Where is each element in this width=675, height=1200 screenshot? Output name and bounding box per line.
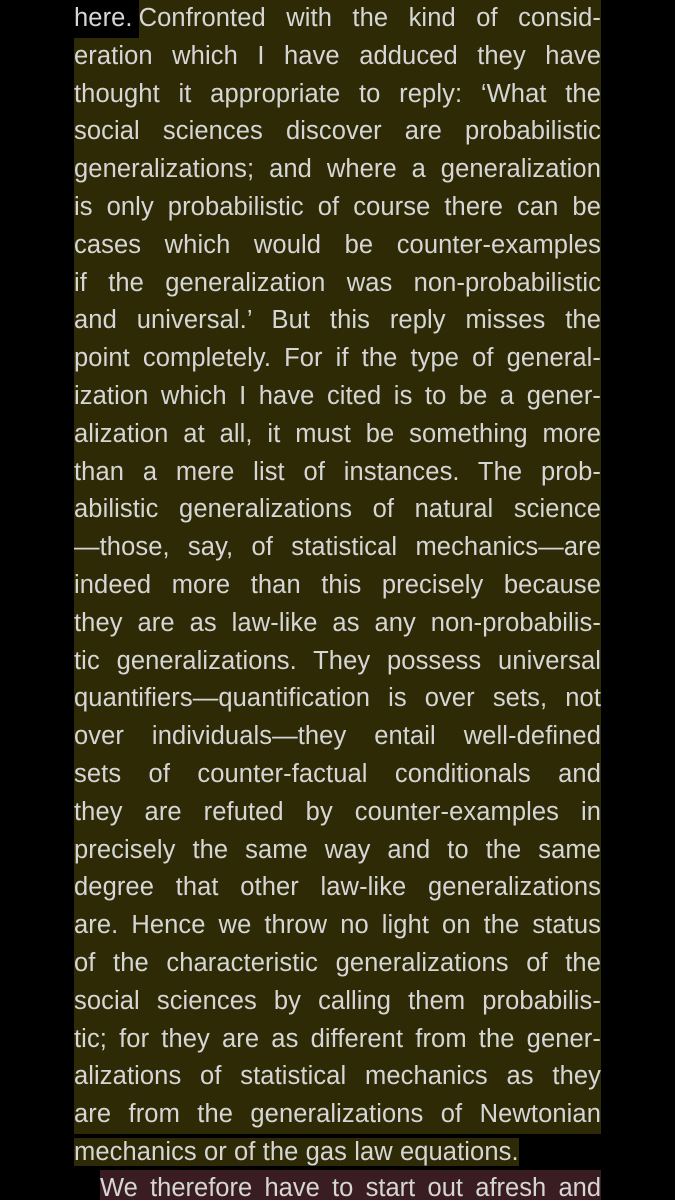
highlighted-text-line[interactable]: alization at all, it must be something more bbox=[74, 416, 601, 454]
highlighted-text-line[interactable]: tic; for they are as different from the gener- bbox=[74, 1021, 601, 1059]
highlighted-text[interactable]: Confronted with the kind of consid- bbox=[138, 4, 601, 32]
highlighted-text-line[interactable]: quantifiers—quantification is over sets, not bbox=[74, 680, 601, 718]
text-line[interactable] bbox=[74, 0, 601, 38]
highlighted-text-line[interactable]: thought it appropriate to reply: ‘What the bbox=[74, 76, 601, 114]
highlighted-text-line[interactable]: degree that other law-like generalizations bbox=[74, 869, 601, 907]
highlighted-text-line[interactable]: generalizations; and where a generalization bbox=[74, 151, 601, 189]
highlighted-text-line[interactable]: are. Hence we throw no light on the status bbox=[74, 907, 601, 945]
highlighted-text-line[interactable]: are from the generalizations of Newtonian bbox=[74, 1096, 601, 1134]
highlighted-text[interactable]: mechanics or of the gas law equations. bbox=[74, 1137, 519, 1166]
unhighlighted-text[interactable]: here. bbox=[74, 0, 139, 38]
highlighted-text-line[interactable]: ization which I have cited is to be a gener- bbox=[74, 378, 601, 416]
highlighted-text-line[interactable]: indeed more than this precisely because bbox=[74, 567, 601, 605]
pink-highlighted-line[interactable]: We therefore have to start out afresh and bbox=[100, 1170, 601, 1200]
text-line[interactable] bbox=[74, 1134, 601, 1172]
highlighted-text-line[interactable]: —those, say, of statistical mechanics—are bbox=[74, 529, 601, 567]
highlighted-text-line[interactable]: abilistic generalizations of natural science bbox=[74, 491, 601, 529]
highlighted-text-line[interactable]: than a mere list of instances. The prob- bbox=[74, 454, 601, 492]
highlighted-text-line[interactable]: sets of counter-factual conditionals and bbox=[74, 756, 601, 794]
highlighted-text-line[interactable]: they are as law-like as any non-probabilis- bbox=[74, 605, 601, 643]
highlighted-text-line[interactable]: point completely. For if the type of general- bbox=[74, 340, 601, 378]
book-text-column bbox=[74, 0, 601, 1172]
highlighted-text-line[interactable]: social sciences by calling them probabilis- bbox=[74, 983, 601, 1021]
highlighted-text-line[interactable]: if the generalization was non-probabilistic bbox=[74, 265, 601, 303]
highlighted-text-line[interactable]: they are refuted by counter-examples in bbox=[74, 794, 601, 832]
highlighted-text-line[interactable]: of the characteristic generalizations of the bbox=[74, 945, 601, 983]
highlighted-text-line[interactable]: and universal.’ But this reply misses the bbox=[74, 302, 601, 340]
highlighted-text-line[interactable]: cases which would be counter-examples bbox=[74, 227, 601, 265]
highlighted-text-line[interactable]: eration which I have adduced they have bbox=[74, 38, 601, 76]
highlighted-text-line[interactable]: alizations of statistical mechanics as they bbox=[74, 1058, 601, 1096]
highlighted-text-line[interactable]: tic generalizations. They possess universal bbox=[74, 643, 601, 681]
highlighted-passage[interactable] bbox=[74, 38, 601, 1134]
highlighted-text-line[interactable]: precisely the same way and to the same bbox=[74, 832, 601, 870]
highlighted-text-line[interactable]: is only probabilistic of course there can be bbox=[74, 189, 601, 227]
highlighted-text-line[interactable]: social sciences discover are probabilistic bbox=[74, 113, 601, 151]
highlighted-text-line[interactable]: over individuals—they entail well-defined bbox=[74, 718, 601, 756]
